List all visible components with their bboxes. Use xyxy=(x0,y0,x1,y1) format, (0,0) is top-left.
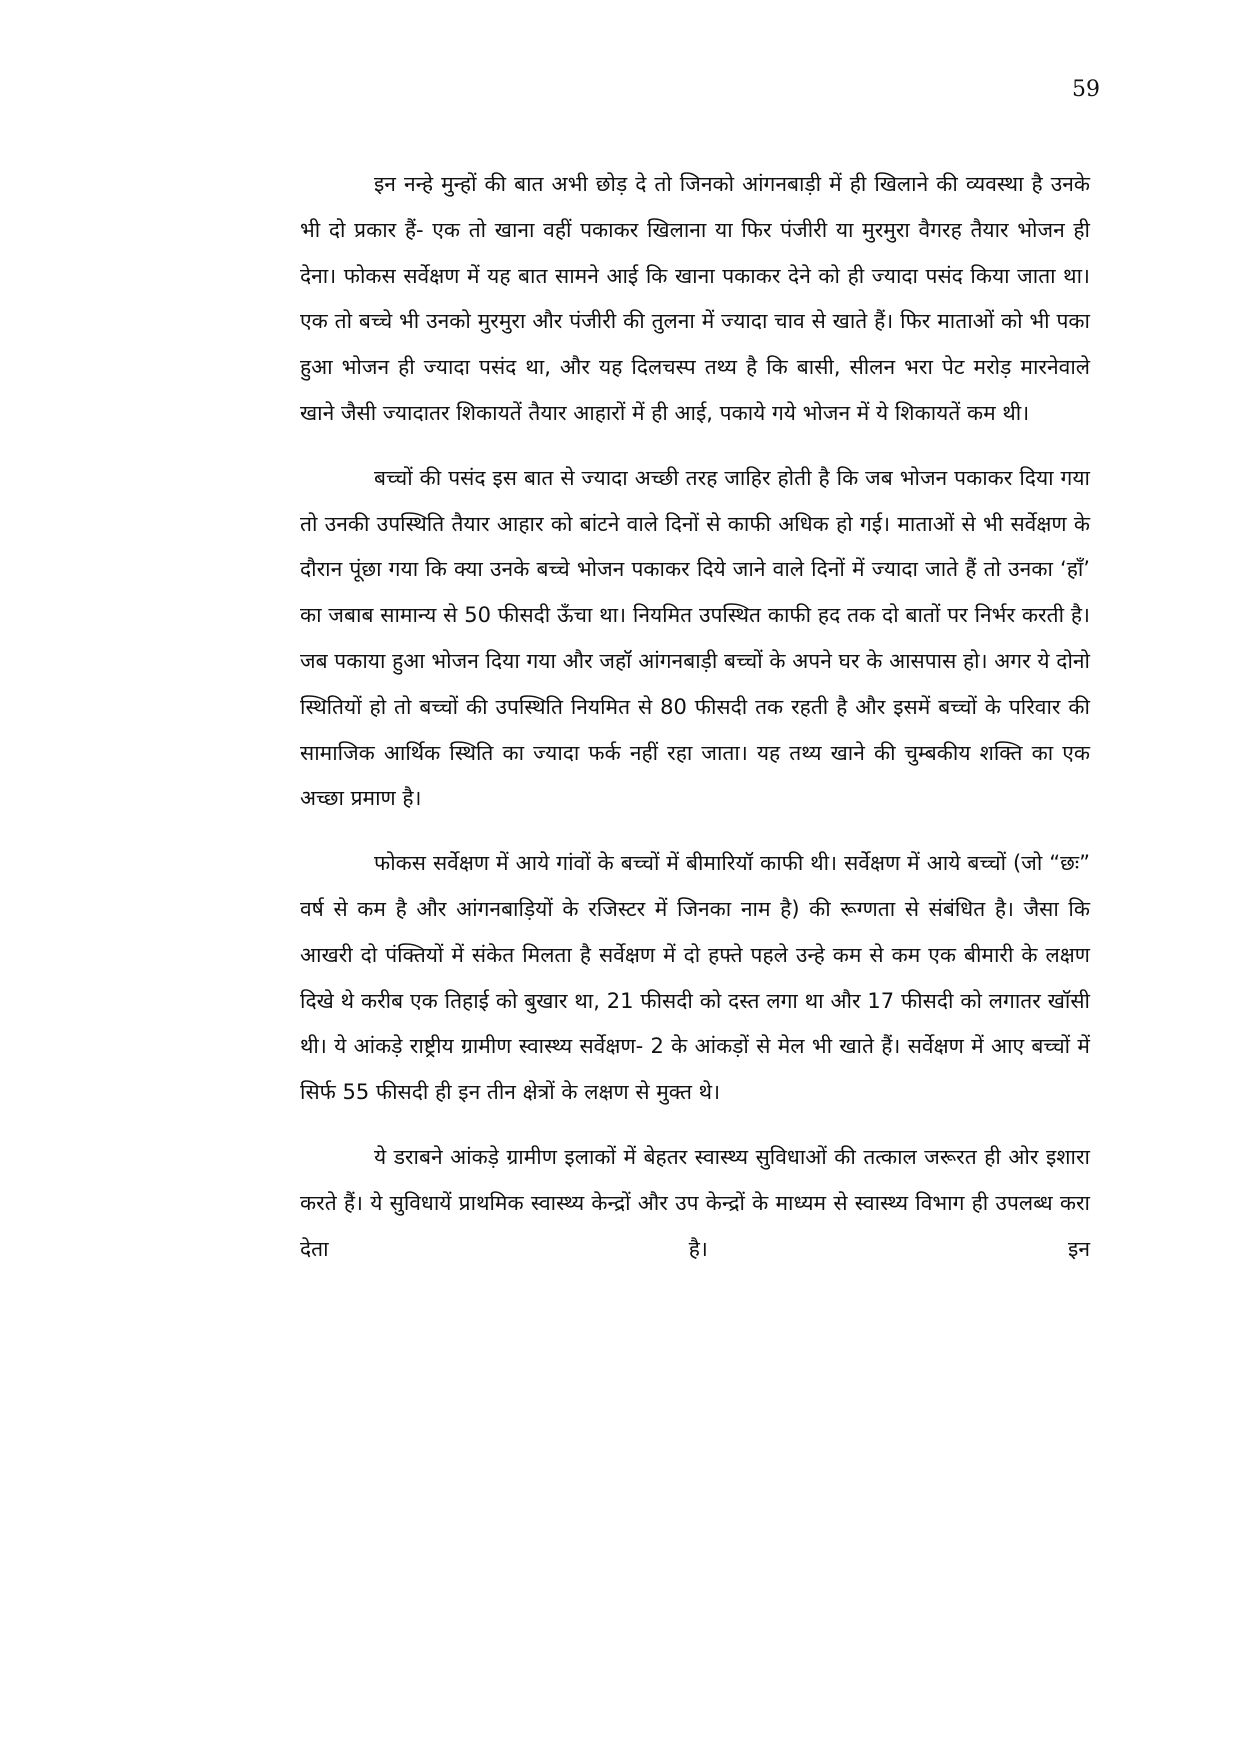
body-text xyxy=(300,162,1090,1291)
page-number: 59 xyxy=(1072,77,1100,102)
paragraph-health-facilities: ये डराबने आंकड़े ग्रामीण इलाकों में बेहतर स्वास्थ्य सुविधाओं की तत्काल जरूरत ही ओर इशारा करते हैं। ये सुविधायें प्राथमिक स्वास्थ्य केन्द्रों और उप केन्द्रों के माध्यम से स्वास्थ्य विभाग ही उपलब्ध करा देता है। इन xyxy=(300,1144,1090,1261)
paragraph-children-preference: बच्चों की पसंद इस बात से ज्यादा अच्छी तरह जाहिर होती है कि जब भोजन पकाकर दिया गया तो उनकी उपस्थिति तैयार आहार को बांटने वाले दिनों से काफी अधिक हो गई। माताओं से भी सर्वेक्षण के दौरान पूंछा गया कि क्या उनके बच्चे भोजन पकाकर दिये जाने वाले दिनों में ज्यादा जाते हैं तो उनका ‘हॉं’ का जबाब सामान्य से 50 फीसदी ऊॅंचा था। नियमित उपस्थित काफी हद तक दो बातों पर निर्भर करती है। जब पकाया हुआ भोजन दिया गया और जहॉ आंगनबाड़ी बच्चों के अपने घर के आसपास हो। अगर ये दोनो स्थितियों हो तो बच्चों की उपस्थिति नियमित से 80 फीसदी तक रहती है और इसमें बच्चों के परिवार की सामाजिक आर्थिक स्थिति का ज्यादा फर्क नहीं रहा जाता। यह तथ्य खाने की चुम्बकीय शक्ति का एक अच्छा प्रमाण है। xyxy=(300,465,1090,811)
paragraph-anganwadi-feeding: इन नन्हे मुन्हों की बात अभी छोड़ दे तो जिनको आंगनबाड़ी में ही खिलाने की व्यवस्था है उनके भी दो प्रकार हैं- एक तो खाना वहीं पकाकर खिलाना या फिर पंजीरी या मुरमुरा वैगरह तैयार भोजन ही देना। फोकस सर्वेक्षण में यह बात सामने आई कि खाना पकाकर देने को ही ज्यादा पसंद किया जाता था। एक तो बच्चे भी उनको मुरमुरा और पंजीरी की तुलना में ज्यादा चाव से खाते हैं। फिर माताओं को भी पका हुआ भोजन ही ज्यादा पसंद था, और यह दिलचस्प तथ्य है कि बासी, सीलन भरा पेट मरोड़ मारनेवाले खाने जैसी ज्यादातर शिकायतें तैयार आहारों में ही आई, पकाये गये भोजन में ये शिकायतें कम थी। xyxy=(300,172,1090,425)
paragraph-illness-survey: फोकस सर्वेक्षण में आये गांवों के बच्चों में बीमारियॉ काफी थी। सर्वेक्षण में आये बच्चों (जो “छः” वर्ष से कम है और आंगनबाड़ियों के रजिस्टर में जिनका नाम है) की रूग्णता से संबंधित है। जैसा कि आखरी दो पंक्तियों में संकेत मिलता है सर्वेक्षण में दो हफ्ते पहले उन्हे कम से कम एक बीमारी के लक्षण दिखे थे करीब एक तिहाई को बुखार था, 21 फीसदी को दस्त लगा था और 17 फीसदी को लगातर खॉसी थी। ये आंकड़े राष्ट्रीय ग्रामीण स्वास्थ्य सर्वेक्षण- 2 के आंकड़ों से मेल भी खाते हैं। सर्वेक्षण में आए बच्चों में सिर्फ 55 फीसदी ही इन तीन क्षेत्रों के लक्षण से मुक्त थे। xyxy=(300,851,1090,1105)
